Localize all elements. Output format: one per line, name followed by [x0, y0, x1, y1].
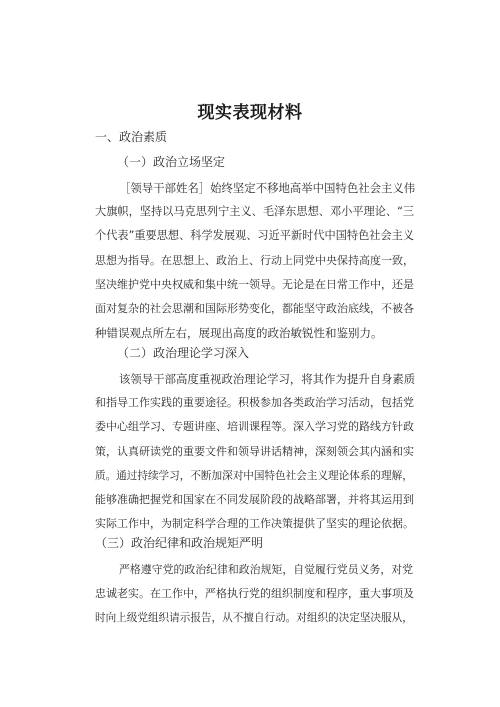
- paragraph-theory-study: [95, 367, 415, 536]
- paragraph-line: 能够准确把握党和国家在不同发展阶段的战略部署，并将其运用到: [95, 492, 414, 506]
- paragraph-line: 严格遵守党的政治纪律和政治规矩，自觉履行党员义务，对党: [119, 563, 414, 576]
- paragraph-line: 忠诚老实。在工作中，严格执行党的组织制度和程序，重大事项及: [95, 587, 414, 601]
- paragraph-political-discipline: [95, 558, 415, 631]
- paragraph-line: 思想为指导。在思想上、政治上、行动上同党中央保持高度一致，: [95, 253, 414, 267]
- paragraph-line: 实际工作中，为制定科学合理的工作决策提供了坚实的理论依据。: [95, 517, 414, 531]
- paragraph-line: 面对复杂的社会思潮和国际形势变化，都能坚守政治底线，不被各: [95, 301, 414, 315]
- paragraph-line: 个代表”重要思想、科学发展观、习近平新时代中国特色社会主义: [95, 229, 415, 243]
- subsection-heading-theory-study: （二）政治理论学习深入: [117, 346, 250, 360]
- paragraph-political-stance: [95, 176, 415, 345]
- paragraph-line: 质。通过持续学习，不断加深对中国特色社会主义理论体系的理解，: [95, 469, 413, 482]
- paragraph-line: 种错误观点所左右，展现出高度的政治敏锐性和鉴别力。: [95, 326, 383, 341]
- paragraph-line: 时向上级党组织请示报告，从不擅自行动。对组织的决定坚决服从，: [95, 612, 413, 625]
- paragraph-line: 委中心组学习、专题讲座、培训课程等。深入学习党的路线方针政: [95, 420, 414, 434]
- section-heading-political-quality: 一、政治素质: [95, 130, 168, 144]
- subsection-heading-political-stance: （一）政治立场坚定: [117, 155, 226, 169]
- paragraph-line: ［领导干部姓名］始终坚定不移地高举中国特色社会主义伟: [119, 181, 416, 195]
- paragraph-line: 坚决维护党中央权威和集中统一领导。无论是在日常工作中，还是: [95, 277, 414, 291]
- paragraph-line: 大旗帜，坚持以马克思列宁主义、毛泽东思想、邓小平理论、“三: [95, 205, 415, 219]
- document-title: 现实表现材料: [197, 103, 303, 123]
- paragraph-line: 和指导工作实践的重要途径。积极参加各类政治学习活动，包括党: [95, 396, 414, 410]
- subsection-heading-political-discipline: （三）政治纪律和政治规矩严明: [95, 536, 264, 550]
- paragraph-line: 该领导干部高度重视政治理论学习，将其作为提升自身素质: [119, 372, 416, 386]
- paragraph-line: 策，认真研读党的重要文件和领导讲话精神，深刻领会其内涵和实: [95, 444, 414, 458]
